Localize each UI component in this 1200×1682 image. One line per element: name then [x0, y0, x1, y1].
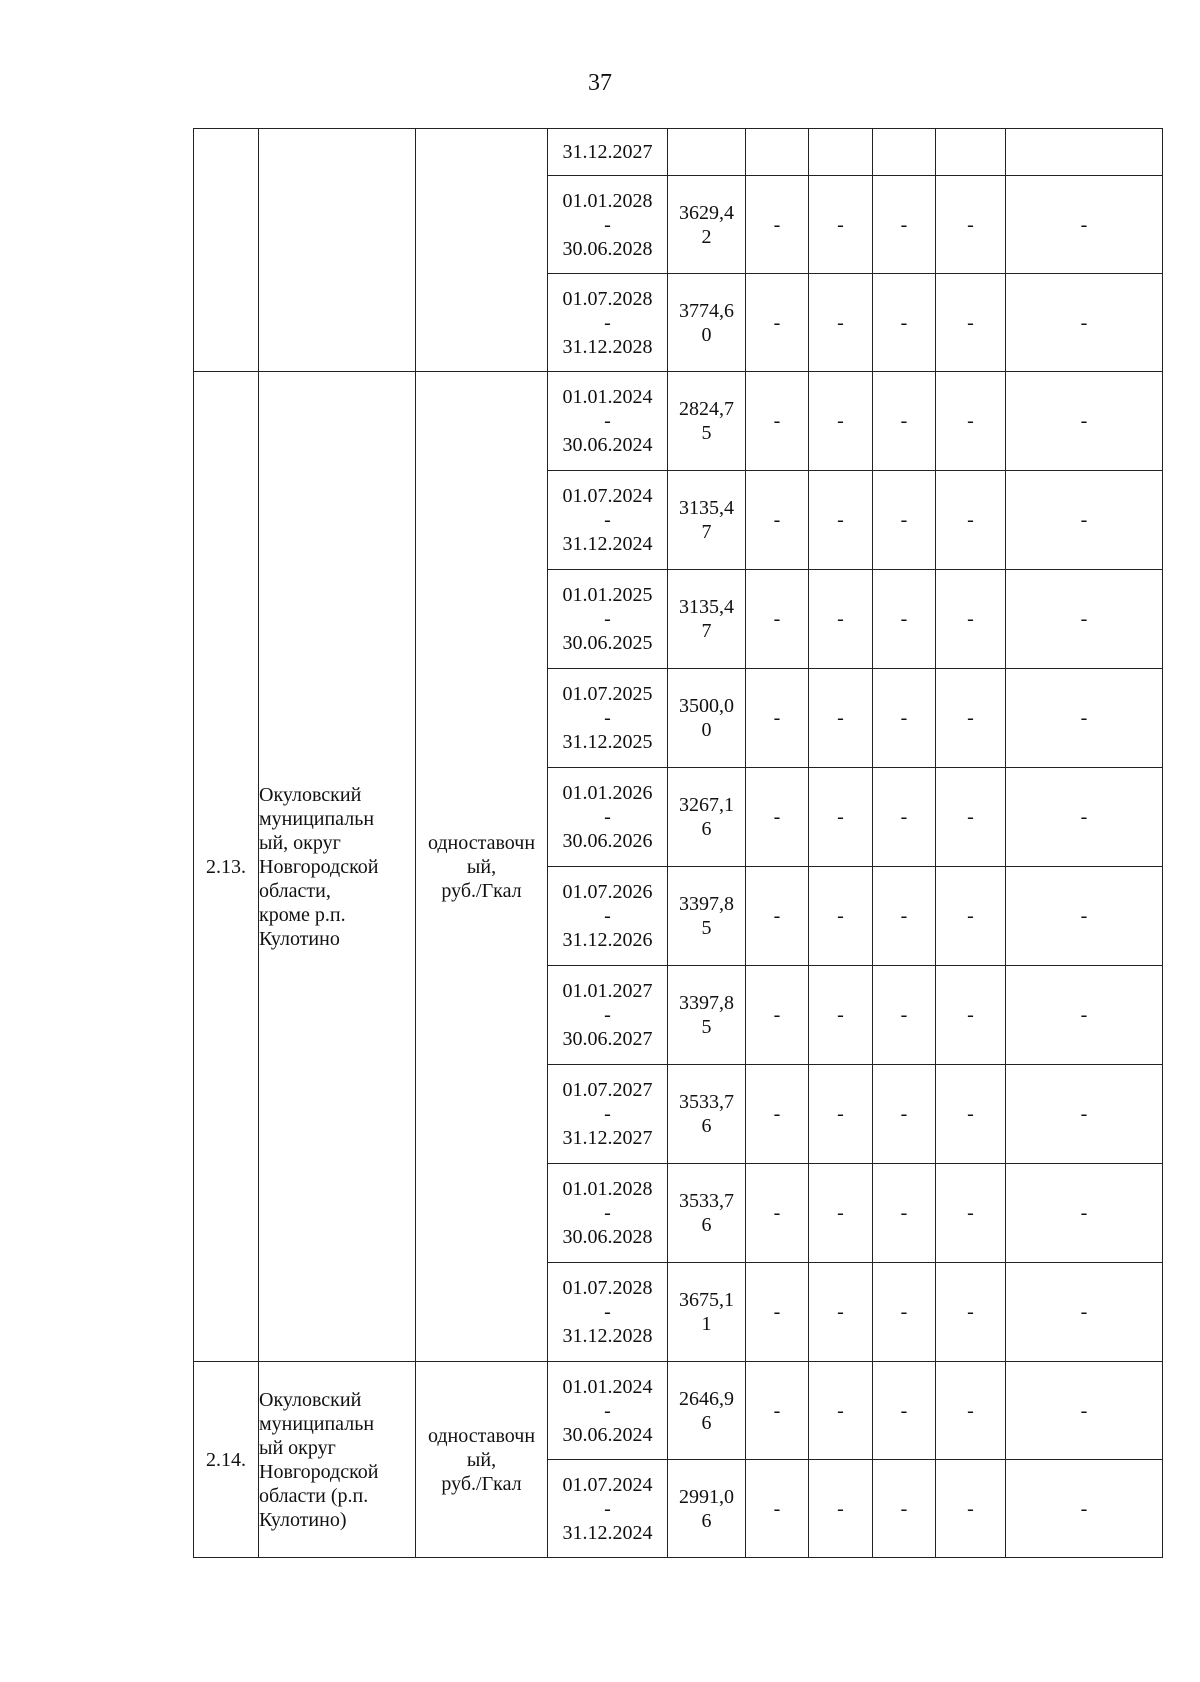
value-cell: -	[936, 867, 1006, 966]
price-cell: 3397,8 5	[668, 867, 746, 966]
value-cell: -	[873, 1263, 936, 1362]
territory-cell: Окуловский муниципальн ый округ Новгородской области (р.п. Кулотино)	[259, 1362, 416, 1558]
value-cell: -	[1006, 471, 1163, 570]
value-cell: -	[936, 1460, 1006, 1558]
value-cell: -	[936, 274, 1006, 372]
price-cell: 3675,1 1	[668, 1263, 746, 1362]
price-cell: 2646,9 6	[668, 1362, 746, 1460]
value-cell: -	[809, 1164, 873, 1263]
value-cell: -	[809, 669, 873, 768]
value-cell: -	[746, 1362, 809, 1460]
value-cell: -	[936, 570, 1006, 669]
period-cell: 01.01.2027 - 30.06.2027	[548, 966, 668, 1065]
period-cell: 01.01.2026 - 30.06.2026	[548, 768, 668, 867]
value-cell: -	[809, 1460, 873, 1558]
value-cell: -	[1006, 1460, 1163, 1558]
tariff-unit-cell: одноставочн ый, руб./Гкал	[416, 372, 548, 1362]
value-cell: -	[1006, 768, 1163, 867]
table-row	[194, 372, 1163, 471]
period-cell: 01.01.2028 - 30.06.2028	[548, 176, 668, 274]
page-number: 37	[588, 70, 612, 96]
value-cell: -	[936, 471, 1006, 570]
value-cell: -	[873, 669, 936, 768]
value-cell: -	[746, 471, 809, 570]
value-cell: -	[936, 372, 1006, 471]
value-cell: -	[873, 1460, 936, 1558]
value-cell: -	[1006, 1164, 1163, 1263]
value-cell: -	[1006, 1263, 1163, 1362]
value-cell: -	[936, 1065, 1006, 1164]
period-cell: 01.01.2028 - 30.06.2028	[548, 1164, 668, 1263]
value-cell: -	[1006, 966, 1163, 1065]
value-cell: -	[809, 570, 873, 669]
value-cell: -	[936, 966, 1006, 1065]
value-cell: -	[936, 1263, 1006, 1362]
period-cell: 01.07.2024 - 31.12.2024	[548, 1460, 668, 1558]
territory-cell: Окуловский муниципальн ый, округ Новгородской области, кроме р.п. Кулотино	[259, 372, 416, 1362]
value-cell: -	[809, 372, 873, 471]
value-cell: -	[746, 768, 809, 867]
value-cell: -	[936, 1164, 1006, 1263]
value-cell: -	[746, 372, 809, 471]
value-cell: -	[936, 768, 1006, 867]
row-number: 2.13.	[194, 372, 259, 1362]
table-row	[194, 1362, 1163, 1460]
tariff-table	[193, 128, 1163, 1558]
empty-unit-cell	[416, 129, 548, 372]
value-cell: -	[746, 966, 809, 1065]
price-cell: 3500,0 0	[668, 669, 746, 768]
value-cell: -	[746, 1263, 809, 1362]
value-cell: -	[873, 1065, 936, 1164]
value-cell: -	[809, 1263, 873, 1362]
value-cell: -	[936, 1362, 1006, 1460]
value-cell: -	[873, 176, 936, 274]
value-cell: -	[809, 274, 873, 372]
period-cell: 31.12.2027	[548, 129, 668, 176]
value-cell: -	[873, 867, 936, 966]
empty-number-cell	[194, 129, 259, 372]
period-cell: 01.01.2024 - 30.06.2024	[548, 1362, 668, 1460]
price-cell: 2991,0 6	[668, 1460, 746, 1558]
price-cell: 3533,7 6	[668, 1065, 746, 1164]
period-cell: 01.07.2025 - 31.12.2025	[548, 669, 668, 768]
value-cell: -	[1006, 372, 1163, 471]
value-cell: -	[873, 966, 936, 1065]
value-cell: -	[1006, 1065, 1163, 1164]
value-cell: -	[809, 176, 873, 274]
price-cell	[668, 129, 746, 176]
value-cell: -	[873, 1362, 936, 1460]
value-cell: -	[746, 867, 809, 966]
period-cell: 01.07.2028 - 31.12.2028	[548, 1263, 668, 1362]
value-cell: -	[873, 471, 936, 570]
value-cell: -	[809, 966, 873, 1065]
value-cell: -	[746, 570, 809, 669]
value-cell: -	[746, 176, 809, 274]
row-number: 2.14.	[194, 1362, 259, 1558]
value-cell	[809, 129, 873, 176]
value-cell: -	[746, 1164, 809, 1263]
value-cell	[1006, 129, 1163, 176]
value-cell: -	[809, 1065, 873, 1164]
value-cell: -	[1006, 669, 1163, 768]
price-cell: 3629,4 2	[668, 176, 746, 274]
value-cell: -	[1006, 867, 1163, 966]
value-cell: -	[809, 1362, 873, 1460]
value-cell: -	[809, 768, 873, 867]
price-cell: 3135,4 7	[668, 570, 746, 669]
value-cell: -	[746, 274, 809, 372]
price-cell: 3774,6 0	[668, 274, 746, 372]
tariff-unit-cell: одноставочн ый, руб./Гкал	[416, 1362, 548, 1558]
empty-territory-cell	[259, 129, 416, 372]
value-cell	[936, 129, 1006, 176]
period-cell: 01.07.2026 - 31.12.2026	[548, 867, 668, 966]
price-cell: 3533,7 6	[668, 1164, 746, 1263]
value-cell: -	[746, 669, 809, 768]
value-cell: -	[1006, 274, 1163, 372]
value-cell: -	[873, 1164, 936, 1263]
value-cell: -	[1006, 176, 1163, 274]
period-cell: 01.07.2027 - 31.12.2027	[548, 1065, 668, 1164]
value-cell: -	[809, 471, 873, 570]
price-cell: 3397,8 5	[668, 966, 746, 1065]
price-cell: 2824,7 5	[668, 372, 746, 471]
value-cell	[873, 129, 936, 176]
price-cell: 3135,4 7	[668, 471, 746, 570]
period-cell: 01.07.2024 - 31.12.2024	[548, 471, 668, 570]
value-cell: -	[936, 176, 1006, 274]
table-row	[194, 129, 1163, 176]
value-cell: -	[1006, 1362, 1163, 1460]
value-cell: -	[936, 669, 1006, 768]
period-cell: 01.01.2025 - 30.06.2025	[548, 570, 668, 669]
value-cell: -	[746, 1460, 809, 1558]
value-cell: -	[809, 867, 873, 966]
value-cell: -	[873, 274, 936, 372]
value-cell: -	[873, 372, 936, 471]
value-cell: -	[873, 570, 936, 669]
period-cell: 01.01.2024 - 30.06.2024	[548, 372, 668, 471]
period-cell: 01.07.2028 - 31.12.2028	[548, 274, 668, 372]
value-cell	[746, 129, 809, 176]
value-cell: -	[873, 768, 936, 867]
value-cell: -	[1006, 570, 1163, 669]
value-cell: -	[746, 1065, 809, 1164]
price-cell: 3267,1 6	[668, 768, 746, 867]
